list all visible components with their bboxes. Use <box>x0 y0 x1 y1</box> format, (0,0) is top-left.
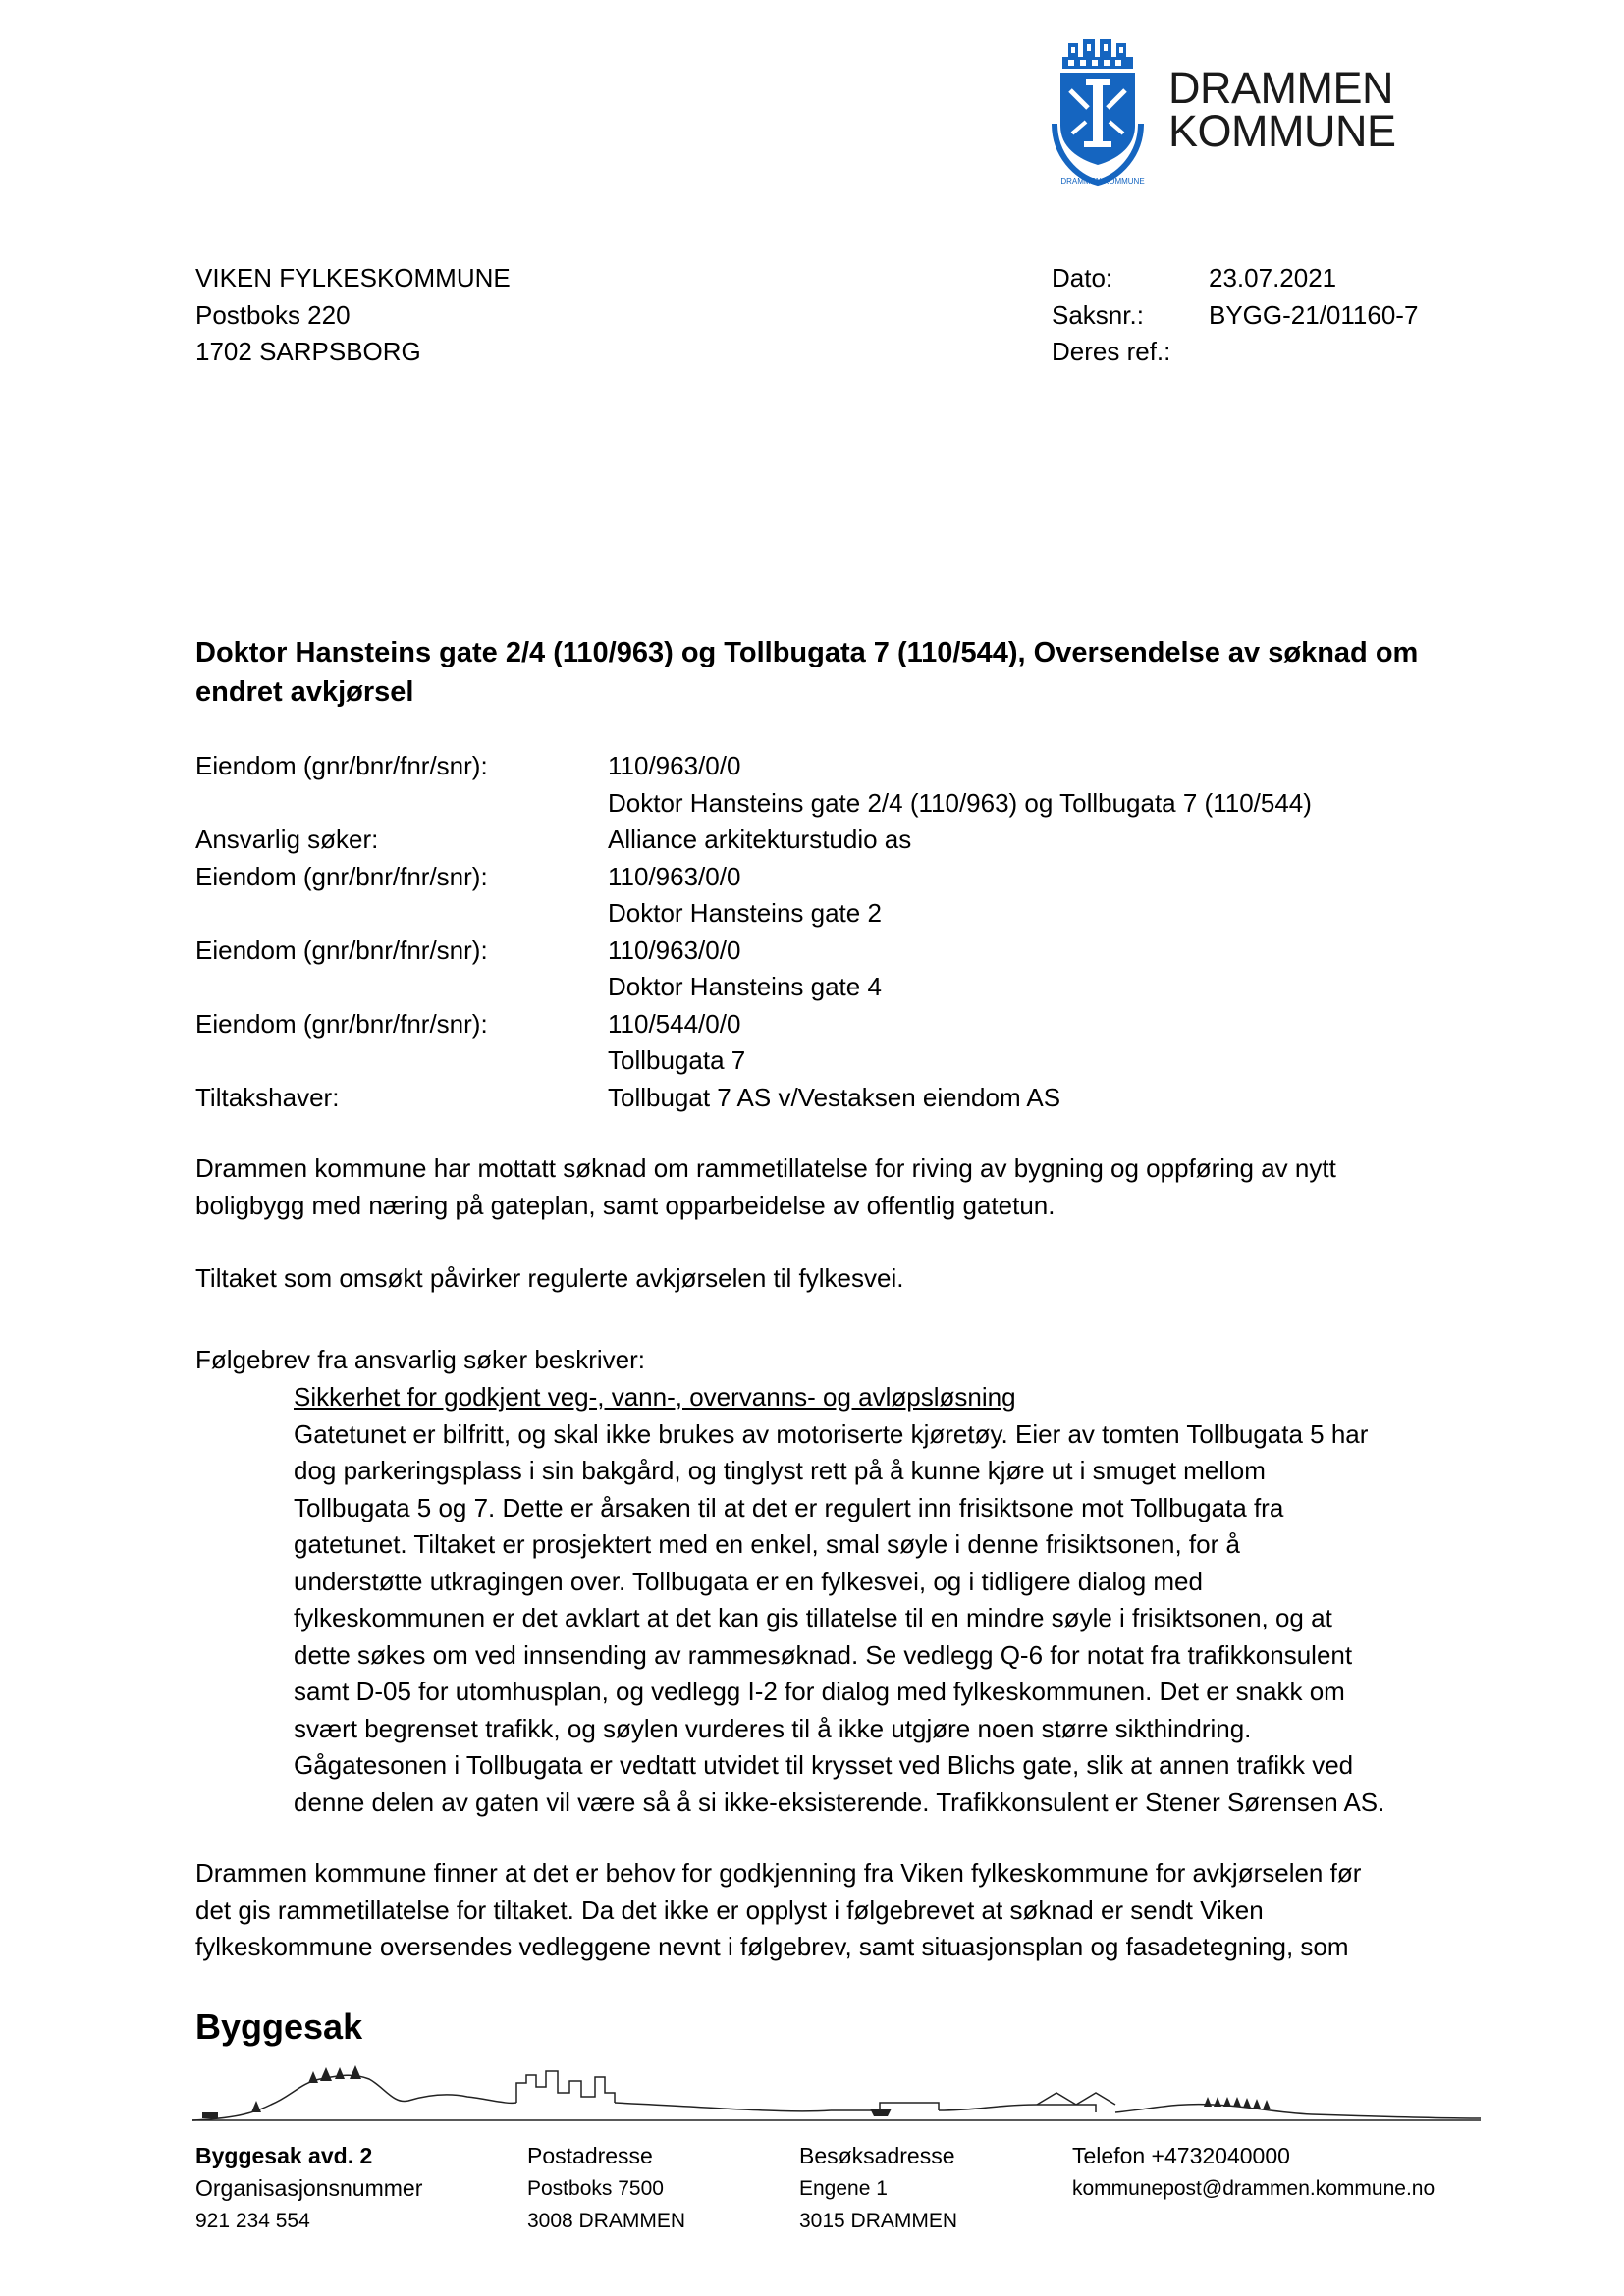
recipient-name: VIKEN FYLKESKOMMUNE <box>195 263 511 293</box>
footer-department-name: Byggesak avd. 2 <box>195 2143 373 2168</box>
recipient-postbox: Postboks 220 <box>195 299 351 330</box>
property-row <box>195 785 1312 823</box>
property-value: 110/963/0/0 <box>608 751 741 780</box>
property-value: Tollbugata 7 <box>608 1045 746 1075</box>
quote-line: dette søkes om ved innsending av rammesøknad. Se vedlegg Q-6 for notat fra trafikkonsulent <box>294 1639 1353 1670</box>
logo-line-2: KOMMUNE <box>1168 106 1396 156</box>
footer-visit-label: Besøksadresse <box>799 2143 955 2168</box>
logo-line-1: DRAMMEN <box>1168 63 1393 113</box>
property-value: Tollbugat 7 AS v/Vestaksen eiendom AS <box>608 1082 1061 1112</box>
city-skyline-illustration <box>192 2054 1481 2122</box>
property-value: 110/544/0/0 <box>608 1008 741 1039</box>
footer-postal-address <box>527 2140 685 2237</box>
property-row <box>195 1006 1312 1043</box>
footer-visit-city: 3015 DRAMMEN <box>799 2210 958 2232</box>
property-row <box>195 748 1312 785</box>
meta-row-date <box>1052 260 1418 297</box>
quote-line: Tollbugata 5 og 7. Dette er årsaken til at det er regulert inn frisiktsone mot Tollbugata fra <box>294 1492 1284 1522</box>
quote-line: dog parkeringsplass i sin bakgård, og tinglyst rett på å kunne kjøre ut i smuget mellom <box>294 1456 1266 1485</box>
property-value: 110/963/0/0 <box>608 934 741 965</box>
quote-line: gatetunet. Tiltaket er prosjektert med en enkel, smal søyle i denne frisiktsonen, for å <box>294 1529 1240 1559</box>
paragraph-line: Følgebrev fra ansvarlig søker beskriver: <box>195 1345 646 1374</box>
property-label <box>195 785 608 823</box>
body-paragraph-4 <box>195 1855 1491 1966</box>
footer-contact <box>1072 2140 1435 2205</box>
property-row <box>195 933 1312 970</box>
property-row <box>195 822 1312 859</box>
meta-label: Saksnr.: <box>1052 299 1144 330</box>
quote-line: samt D-05 for utomhusplan, og vedlegg I-2 for dialog med fylkeskommunen. Det er snakk om <box>294 1677 1345 1706</box>
property-row <box>195 1080 1312 1117</box>
paragraph-line: Drammen kommune har mottatt søknad om rammetillatelse for riving av bygning og oppføring av nytt <box>195 1153 1336 1183</box>
crest-ring-text: DRAMMEN KOMMUNE <box>1060 177 1145 186</box>
footer-postal-label: Postadresse <box>527 2143 653 2168</box>
meta-row-your-ref <box>1052 334 1418 371</box>
department-heading: Byggesak <box>195 2006 363 2047</box>
quote-line: fylkeskommunen er det avklart at det kan gis tillatelse til en mindre søyle i frisiktsonen, og at <box>294 1603 1332 1632</box>
property-row <box>195 969 1312 1006</box>
property-label: Eiendom (gnr/bnr/fnr/snr): <box>195 861 488 891</box>
quote-heading: Sikkerhet for godkjent veg-, vann-, overvanns- og avløpsløsning <box>294 1382 1016 1412</box>
footer-org-number: 921 234 554 <box>195 2210 310 2232</box>
property-row <box>195 1042 1312 1080</box>
meta-value: 23.07.2021 <box>1209 263 1337 293</box>
meta-row-case-number <box>1052 297 1418 335</box>
footer-email-link[interactable]: kommunepost@drammen.kommune.no <box>1072 2177 1435 2200</box>
recipient-city: 1702 SARPSBORG <box>195 337 421 366</box>
paragraph-line: Drammen kommune finner at det er behov for godkjenning fra Viken fylkeskommune for avkjørselen før <box>195 1858 1362 1888</box>
footer-department <box>195 2140 422 2237</box>
property-label <box>195 1042 608 1080</box>
property-value: Doktor Hansteins gate 2 <box>608 898 882 928</box>
property-label: Tiltakshaver: <box>195 1082 340 1112</box>
quote-line: Gatetunet er bilfritt, og skal ikke brukes av motoriserte kjøretøy. Eier av tomten Tollbugata 5 har <box>294 1418 1369 1449</box>
property-row <box>195 895 1312 933</box>
footer-postal-city: 3008 DRAMMEN <box>527 2210 686 2232</box>
body-paragraph-2 <box>195 1260 1491 1298</box>
property-details <box>195 748 1312 1116</box>
property-label: Ansvarlig søker: <box>195 825 379 854</box>
footer-postal-box: Postboks 7500 <box>527 2177 664 2200</box>
property-label <box>195 895 608 933</box>
body-paragraph-1 <box>195 1150 1491 1224</box>
quote-line: Gågatesonen i Tollbugata er vedtatt utvidet til krysset ved Blichs gate, slik at annen trafikk ved <box>294 1750 1354 1780</box>
quoted-cover-letter <box>294 1379 1384 1821</box>
quote-line: svært begrenset trafikk, og søylen vurderes til å ikke utgjøre noen større sikthindring. <box>294 1713 1252 1743</box>
property-label <box>195 969 608 1006</box>
property-value: Doktor Hansteins gate 2/4 (110/963) og Tollbugata 7 (110/544) <box>608 787 1312 818</box>
body-paragraph-3-intro <box>195 1342 1491 1379</box>
meta-value: BYGG-21/01160-7 <box>1209 299 1419 330</box>
meta-label: Dato: <box>1052 263 1113 293</box>
crest-icon <box>1049 39 1157 187</box>
meta-label: Deres ref.: <box>1052 337 1171 366</box>
property-label: Eiendom (gnr/bnr/fnr/snr): <box>195 1008 488 1039</box>
property-value: Doktor Hansteins gate 4 <box>608 972 882 1001</box>
property-value: 110/963/0/0 <box>608 861 741 891</box>
quote-line: denne delen av gaten vil være så å si ikke-eksisterende. Trafikkonsulent er Stener Sørensen AS. <box>294 1787 1385 1817</box>
paragraph-line: Tiltaket som omsøkt påvirker regulerte avkjørselen til fylkesvei. <box>195 1263 904 1293</box>
letter-title: Doktor Hansteins gate 2/4 (110/963) og Tollbugata 7 (110/544), Oversendelse av søknad om endret avkjørsel <box>195 637 1419 708</box>
paragraph-line: boligbygg med næring på gateplan, samt opparbeidelse av offentlig gatetun. <box>195 1190 1056 1220</box>
footer-visit-street: Engene 1 <box>799 2177 888 2200</box>
paragraph-line: fylkeskommune oversendes vedleggene nevnt i følgebrev, samt situasjonsplan og fasadetegning, som <box>195 1932 1349 1961</box>
recipient-address <box>195 260 511 371</box>
footer-visit-address <box>799 2140 957 2237</box>
logo-wordmark <box>1168 63 1396 156</box>
property-label: Eiendom (gnr/bnr/fnr/snr): <box>195 751 488 780</box>
quote-line: understøtte utkragingen over. Tollbugata er en fylkesvei, og i tidligere dialog med <box>294 1566 1203 1596</box>
property-label: Eiendom (gnr/bnr/fnr/snr): <box>195 934 488 965</box>
footer-org-label: Organisasjonsnummer <box>195 2175 423 2201</box>
paragraph-line: det gis rammetillatelse for tiltaket. Da det ikke er opplyst i følgebrevet at søknad er sendt Viken <box>195 1895 1264 1925</box>
footer-phone: Telefon +4732040000 <box>1072 2143 1290 2168</box>
property-value: Alliance arkitekturstudio as <box>608 825 912 854</box>
letter-meta <box>1052 260 1418 371</box>
property-row <box>195 859 1312 896</box>
